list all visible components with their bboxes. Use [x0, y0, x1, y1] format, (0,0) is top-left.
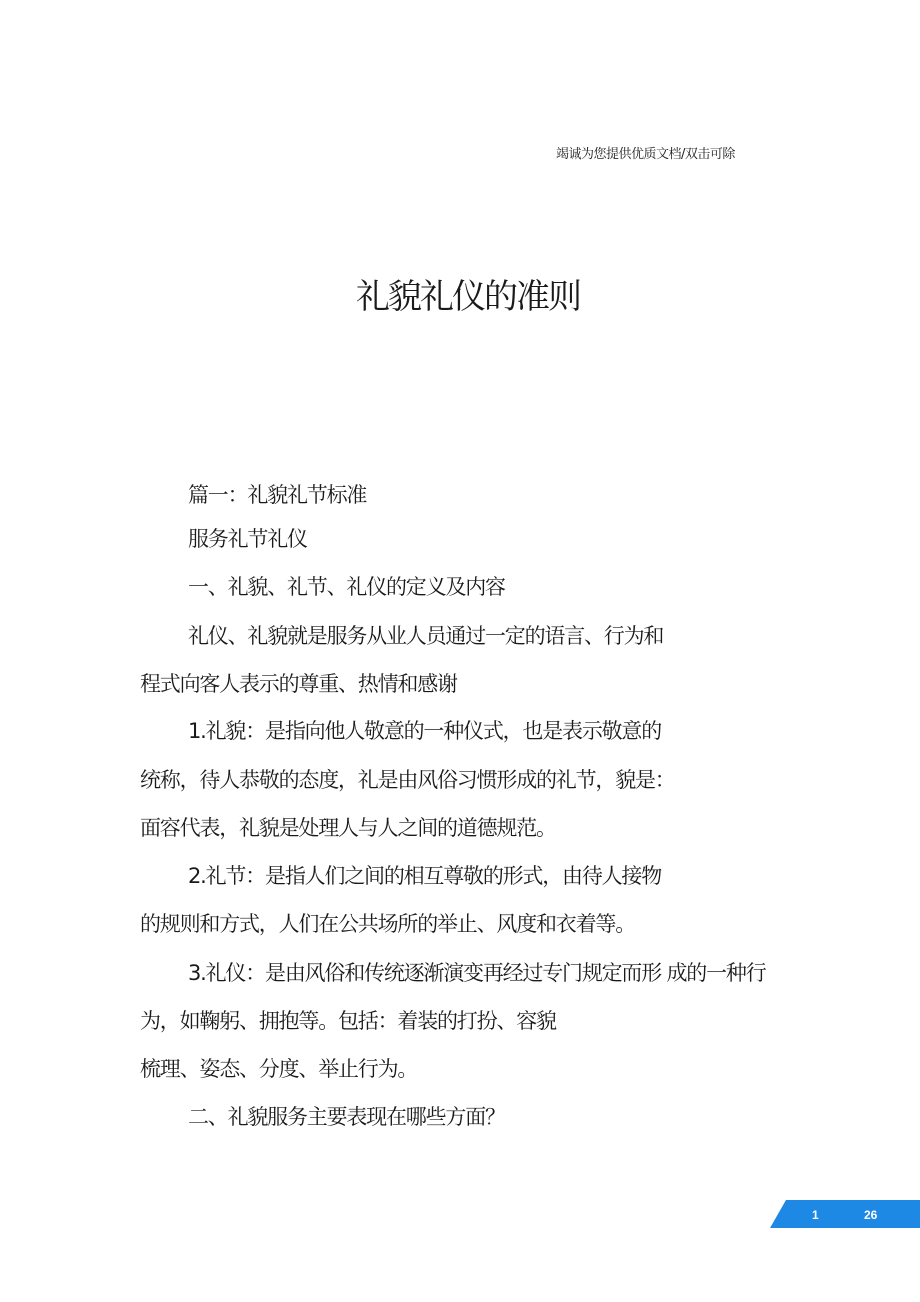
- paragraph-line: 面容代表，礼貌是处理人与人之间的道德规范。: [140, 816, 556, 840]
- paragraph-line: 2.礼节：是指人们之间的相互尊敬的形式，由待人接物: [188, 864, 662, 888]
- point-heading: 二、礼貌服务主要表现在哪些方面？: [188, 1105, 505, 1129]
- paragraph-line: 3.礼仪：是由风俗和传统逐渐演变再经过专门规定而形 成的一种行: [188, 961, 766, 985]
- paragraph-line: 的规则和方式，人们在公共场所的举止、风度和衣着等。: [140, 912, 635, 936]
- paragraph-line: 统称，待人恭敬的态度，礼是由风俗习惯形成的礼节，貌是：: [140, 768, 675, 792]
- paragraph-line: 梳理、姿态、分度、举止行为。: [140, 1057, 418, 1081]
- paragraph-line: 1.礼貌：是指向他人敬意的一种仪式，也是表示敬意的: [188, 719, 662, 743]
- subheading: 服务礼节礼仪: [188, 527, 307, 551]
- document-title: 礼貌礼仪的准则: [356, 276, 580, 317]
- paragraph-line: 为，如鞠躬、拥抱等。包括：着装的打扮、容貌: [140, 1009, 556, 1033]
- section-heading: 篇一：礼貌礼节标准: [188, 483, 367, 507]
- point-heading: 一、礼貌、礼节、礼仪的定义及内容: [188, 575, 505, 599]
- header-note: 竭诚为您提供优质文档/双击可除: [556, 147, 735, 162]
- paragraph-line: 程式向客人表示的尊重、热情和感谢: [140, 672, 457, 696]
- badge-shape: [770, 1200, 920, 1228]
- page-number-badge: [770, 1200, 920, 1228]
- paragraph-line: 礼仪、礼貌就是服务从业人员通过一定的语言、行为和: [188, 624, 664, 648]
- page-current: 1: [812, 1208, 819, 1222]
- page-total: 26: [864, 1208, 878, 1222]
